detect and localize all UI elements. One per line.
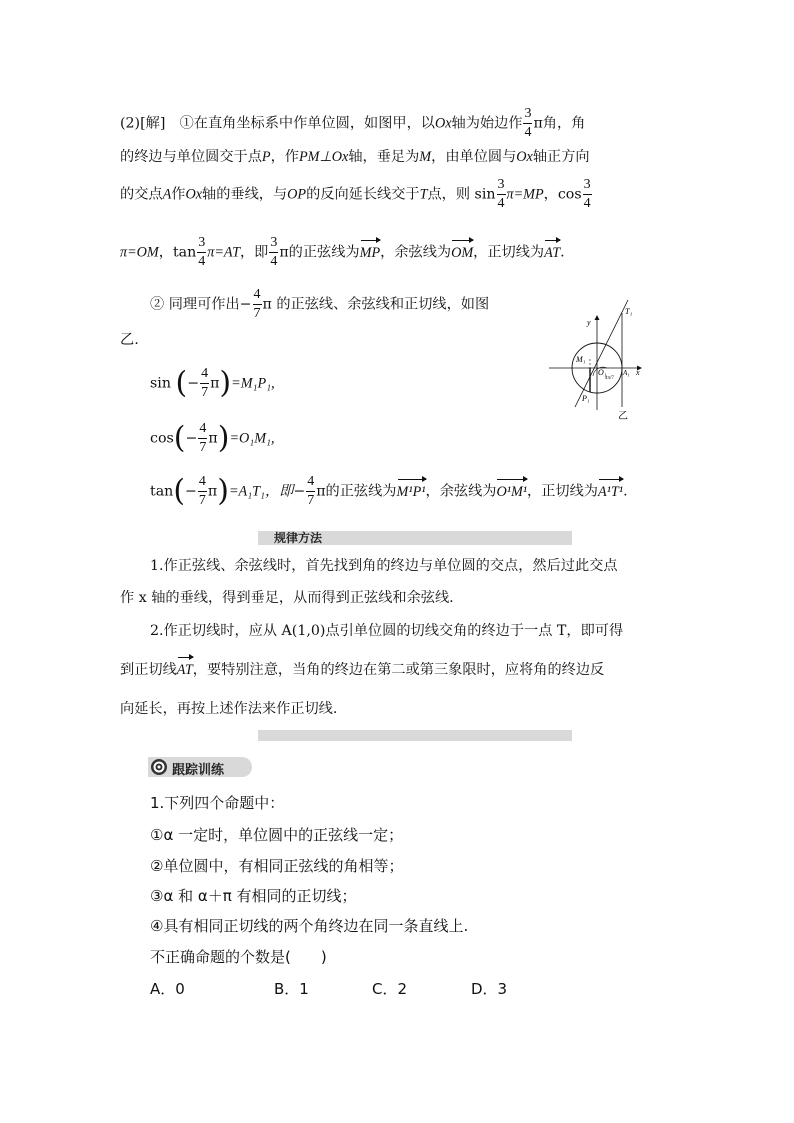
tan-equation: tan(− $\frac{4}{7}$ π)=A₁T₁，即− $\frac{4}{7}$ π的正弦线为M¹P¹，余弦线为O¹M¹，正切线为A¹T¹.: [150, 473, 628, 509]
text: Ox: [434, 115, 452, 132]
text: cos: [150, 430, 174, 447]
solution-line-4: [120, 236, 565, 269]
figure-caption: 乙: [618, 411, 628, 422]
method-tag: 规律方法: [270, 531, 326, 545]
text: ，要特别注意，当角的终边在第二或第三象限时，应将角的终边反: [192, 662, 605, 678]
question-ask: 不正确命题的个数是( ): [150, 948, 327, 966]
fraction-4-7: $\frac{4}{7}$: [199, 421, 207, 455]
terminal-side: [575, 300, 628, 407]
solution2-line-2: [120, 330, 139, 350]
text: =A₁T₁，即: [228, 483, 294, 500]
fraction-3-4: $\frac{3}{4}$: [198, 235, 206, 269]
text: ，正切线为: [527, 483, 598, 500]
statement-4: ④具有相同正切线的两个角终边在同一条直线上.: [150, 917, 469, 935]
text: 轴正方向: [532, 149, 590, 165]
text: Ox: [185, 186, 202, 203]
question-intro: 1.下列四个命题中：: [150, 794, 285, 812]
label-o1: O₁: [598, 368, 607, 377]
text: PM⊥Ox: [298, 149, 349, 165]
text: OP: [287, 186, 307, 203]
text: M: [419, 149, 432, 165]
vector-mp: MP: [359, 244, 381, 261]
method-item2-a: 2.作正切线时，应从 A(1,0)点引单位圆的切线交角的终边于一点 T，即可得: [150, 623, 624, 639]
text: 到正切线: [120, 662, 177, 678]
method-item2-b: [120, 660, 604, 680]
text: tan: [150, 483, 174, 500]
method-header-bar: [258, 531, 572, 545]
cos-equation: cos(− $\frac{4}{7}$ π)=O₁M₁,: [150, 420, 275, 456]
text: ，即: [239, 244, 269, 261]
text: −: [293, 483, 306, 500]
statement-1: ①α 一定时，单位圆中的正弦线一定；: [150, 826, 404, 844]
text: 的反向延长线交于: [306, 186, 420, 203]
options-row: [150, 979, 570, 999]
text: ，余弦线为: [425, 483, 497, 500]
text: .: [623, 483, 628, 500]
text: 轴，垂足为: [348, 149, 420, 165]
text: π的正弦线为: [316, 483, 397, 500]
text: A: [162, 186, 172, 203]
solution-line-2: [120, 147, 590, 167]
text: π=OM: [120, 244, 159, 261]
vector-om: OM: [451, 244, 474, 261]
text: π: [210, 375, 220, 392]
label-a1: A₁: [623, 369, 630, 377]
statement-3: ③α 和 α＋π 有相同的正切线；: [150, 887, 357, 905]
fraction-4-7: $\frac{4}{7}$: [307, 474, 315, 508]
option-c[interactable]: C．2: [372, 980, 408, 998]
fraction-3-4: $\frac{3}{4}$: [583, 177, 591, 211]
text: T: [419, 186, 428, 203]
text: P: [261, 149, 271, 165]
text: π 的正弦线、余弦线和正切线，如图: [262, 296, 490, 313]
text: ，由单位圆与: [431, 149, 517, 165]
text: 的交点: [120, 186, 163, 203]
label-x: x: [636, 368, 640, 377]
label-m1: M₁: [576, 355, 586, 364]
unit-circle-figure: [545, 295, 655, 430]
fraction-3-4: $\frac{3}{4}$: [524, 106, 532, 140]
fraction-3-4: $\frac{3}{4}$: [270, 235, 278, 269]
vector-at: AT: [544, 244, 561, 261]
text: ② 同理可作出: [150, 296, 240, 313]
text: π=AT: [207, 244, 240, 261]
text: Ox: [516, 149, 533, 165]
text: 乙.: [120, 332, 139, 348]
text: π: [207, 483, 218, 500]
label-t1: T₁: [625, 307, 633, 316]
option-d[interactable]: D．3: [471, 980, 508, 998]
text: π=MP: [506, 186, 544, 203]
text: π的正弦线为: [279, 244, 360, 261]
text: ，tan: [158, 244, 197, 261]
sin-equation: sin (− $\frac{4}{7}$ π)=M₁P₁,: [150, 365, 275, 401]
solution-line-3: [120, 178, 593, 211]
statement-2: ②单位圆中，有相同正弦线的角相等；: [150, 857, 404, 875]
training-tag: 跟踪训练: [172, 763, 225, 778]
text: .: [560, 244, 565, 261]
text: ，作: [270, 149, 299, 165]
text: ，余弦线为: [380, 244, 452, 261]
method-item1-b: 作 x 轴的垂线，得到垂足，从而得到正弦线和余弦线.: [120, 590, 454, 606]
vector-o1m1: O¹M¹: [496, 483, 528, 500]
vector-at: AT: [176, 662, 193, 678]
solution2-line-1: [150, 288, 489, 321]
text: −: [239, 296, 252, 313]
vector-m1p1: M¹P¹: [396, 483, 426, 500]
solution-label: (2)[解]: [120, 115, 166, 132]
text: 作: [171, 186, 186, 203]
option-a[interactable]: A．0: [150, 980, 185, 998]
option-b[interactable]: B．1: [274, 980, 309, 998]
text: 点，则 sin: [427, 186, 496, 203]
text: 的终边与单位圆交于点: [120, 149, 262, 165]
method-footer-bar: [258, 730, 572, 741]
method-item1-a: 1.作正弦线、余弦线时，首先找到角的终边与单位圆的交点，然后过此交点: [150, 558, 618, 574]
fraction-4-7: $\frac{4}{7}$: [201, 366, 209, 400]
text: =O₁M₁,: [229, 430, 275, 447]
fraction-4-7: $\frac{4}{7}$: [253, 287, 261, 321]
text: π角，角: [533, 115, 586, 132]
text: sin: [150, 375, 171, 392]
label-angle: 4π/7: [605, 376, 614, 381]
fraction-4-7: $\frac{4}{7}$: [198, 474, 206, 508]
text: −: [185, 483, 197, 500]
method-item2-c: 向延长，再按上述作法来作正切线.: [120, 701, 338, 717]
solution-line-1: [120, 107, 585, 140]
training-header: [148, 757, 252, 777]
label-y: y: [587, 318, 591, 327]
text: 轴的垂线，与: [202, 186, 288, 203]
text: −: [187, 375, 200, 392]
text: =M₁P₁,: [231, 375, 275, 392]
label-p1: P₁: [582, 394, 590, 403]
vector-a1t1: A¹T¹: [597, 483, 624, 500]
fraction-3-4: $\frac{3}{4}$: [497, 177, 505, 211]
text: −: [185, 430, 198, 447]
target-icon: [150, 758, 168, 776]
y-axis-arrow: [595, 315, 600, 320]
text: 轴为始边作: [451, 115, 523, 132]
text: ，cos: [543, 186, 582, 203]
text: ①在直角坐标系中作单位圆，如图甲，以: [179, 115, 435, 132]
text: π: [208, 430, 218, 447]
text: ，正切线为: [473, 244, 545, 261]
